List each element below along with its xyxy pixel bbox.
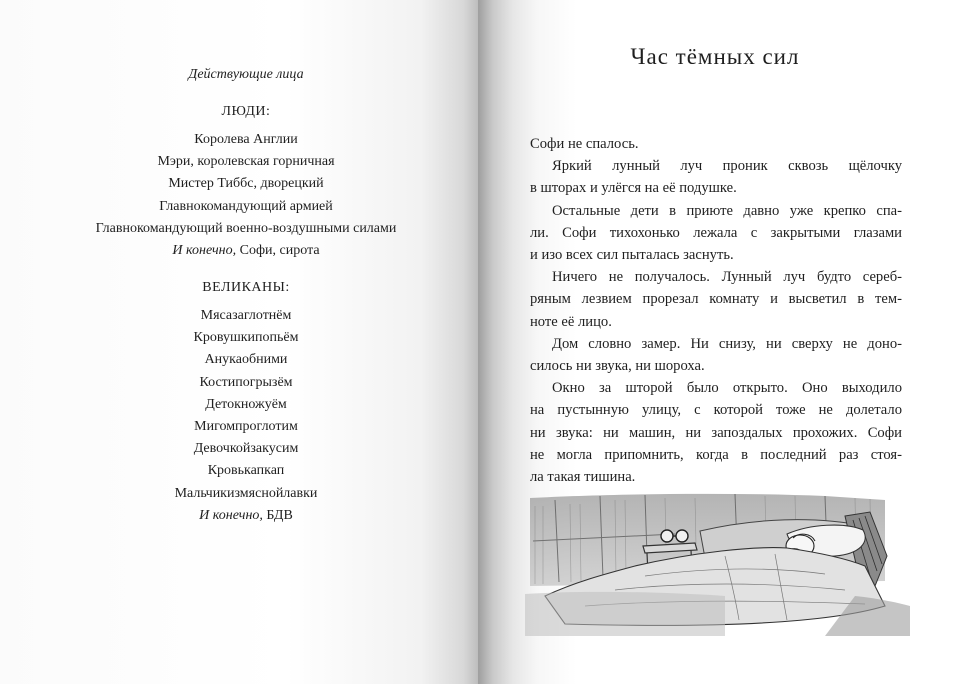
cast-item	[60, 327, 432, 349]
text-line: Яркий лунный луч проник сквозь щёлочку	[552, 158, 902, 175]
text-line: Дом словно замер. Ни снизу, ни сверху не доно-	[552, 335, 902, 352]
cast-item-role: Софи, сирота	[239, 243, 320, 259]
cast-item-prefix: И конечно,	[199, 507, 263, 523]
text-line: Софи не спалось.	[530, 136, 639, 152]
text-line: ла такая тишина.	[530, 469, 636, 486]
cast-item-role: Мигомпроглотим	[194, 419, 298, 435]
cast-item-role: Кровушкипопьём	[193, 330, 299, 346]
chapter-title: Час тёмных сил	[630, 44, 800, 69]
cast-item-role: Кровькапкап	[207, 463, 285, 479]
text-line: ряным лезвием прорезал комнату и высветил в тем-	[530, 291, 902, 308]
cast-item	[60, 394, 432, 416]
cast-item	[60, 240, 432, 262]
humans-list	[60, 129, 432, 262]
text-line: Окно за шторой было открыто. Оно выходило	[552, 380, 902, 397]
cast-item	[60, 349, 432, 371]
cast-item-role: Анукаобними	[204, 352, 288, 368]
text-line: не могла припомнить, когда в последний раз стоя-	[530, 446, 902, 463]
cast-item-role: Мальчикизмяснойлавки	[174, 485, 318, 501]
cast-item	[60, 372, 432, 394]
giants-list	[60, 305, 432, 527]
text-line: ноте её лицо.	[530, 313, 612, 330]
cast-item	[60, 460, 432, 482]
humans-heading: ЛЮДИ:	[221, 104, 271, 119]
chapter-body	[530, 133, 902, 488]
cast-item-role: Девочкойзакусим	[193, 441, 299, 457]
text-line: силось ни звука, ни шороха.	[530, 358, 705, 375]
text-line: ни звука: ни машин, ни запоздалых прохожих. Софи	[530, 424, 902, 441]
cast-item	[60, 438, 432, 460]
cast-item	[60, 129, 432, 151]
cast-item-role: Детокножуём	[205, 396, 287, 412]
cast-item-role: Главнокомандующий армией	[159, 198, 333, 214]
cast-item-role: Костипогрызём	[199, 374, 293, 390]
cast-item	[60, 151, 432, 173]
text-line: Остальные дети в приюте давно уже крепко спа-	[552, 202, 902, 219]
cast-item-role: Главнокомандующий военно-воздушными силами	[95, 220, 397, 236]
cast-item-role: Мясазаглотнём	[200, 308, 292, 323]
text-line: на пустынную улицу, с которой тоже не долетало	[530, 402, 902, 419]
cast-item	[60, 416, 432, 438]
cast-item	[60, 173, 432, 195]
text-line: и изо всех сил пыталась заснуть.	[530, 247, 734, 264]
cast-item	[60, 505, 432, 527]
text-line: в шторах и улёгся на её подушке.	[530, 180, 737, 197]
sleeping-girl-illustration	[525, 486, 910, 636]
cast-item	[60, 218, 432, 240]
text-line: ли. Софи тихохонько лежала с закрытыми глазами	[530, 224, 902, 241]
cast-item-prefix: И конечно,	[172, 243, 237, 259]
cast-item-role: Мистер Тиббс, дворецкий	[168, 176, 324, 192]
giants-heading: ВЕЛИКАНЫ:	[202, 280, 290, 295]
cast-title: Действующие лица	[188, 67, 304, 82]
cast-item	[60, 483, 432, 505]
cast-item-role: БДВ	[266, 507, 293, 523]
cast-item	[60, 305, 432, 327]
cast-item	[60, 196, 432, 218]
cast-item-role: Мэри, королевская горничная	[157, 154, 335, 170]
text-line: Ничего не получалось. Лунный луч будто сереб-	[552, 269, 902, 286]
cast-item-role: Королева Англии	[194, 132, 298, 147]
